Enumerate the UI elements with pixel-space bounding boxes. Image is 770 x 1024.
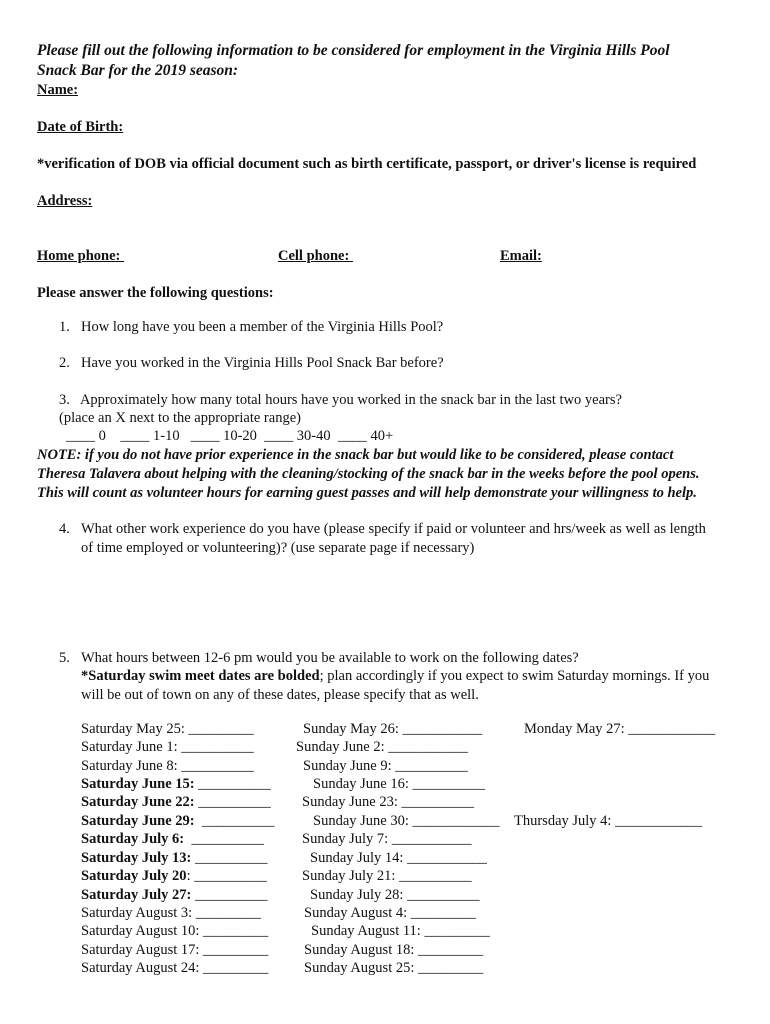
question-3-ranges: ____ 0 ____ 1-10 ____ 10-20 ____ 30-40 ____ 40+ <box>66 428 394 444</box>
schedule-saturday-row <box>81 738 254 756</box>
question-4-line-1: What other work experience do you have (please specify if paid or volunteer and hrs/week as well as length <box>81 521 706 537</box>
email-label: Email: <box>500 248 542 264</box>
schedule-saturday-row <box>81 720 254 738</box>
saturday-availability-blank[interactable]: _________ <box>184 721 254 737</box>
question-2-text: Have you worked in the Virginia Hills Pool Snack Bar before? <box>81 355 444 371</box>
saturday-date-label: Saturday May 25: <box>81 721 185 737</box>
schedule-saturday-row <box>81 959 268 977</box>
saturday-date-label: Saturday July 20 <box>81 868 187 884</box>
question-3-instruction: (place an X next to the appropriate range) <box>59 410 301 426</box>
schedule-thursday-july-4: Thursday July 4: ____________ <box>514 813 703 829</box>
note-line-3: This will count as volunteer hours for earning guest passes and will help demonstrate your willingness to help. <box>37 485 697 501</box>
question-5-line-1: What hours between 12-6 pm would you be available to work on the following dates? <box>81 650 579 666</box>
question-2-number: 2. <box>59 355 70 371</box>
schedule-sunday-row[interactable]: Sunday August 18: _________ <box>304 942 484 958</box>
saturday-date-label: Saturday August 3: <box>81 905 193 921</box>
schedule-saturday-row <box>81 904 261 922</box>
schedule-sunday-row[interactable]: Sunday June 23: __________ <box>302 794 474 810</box>
schedule-saturday-row <box>81 867 267 885</box>
question-4 <box>59 520 706 538</box>
question-5-line-2-rest: ; plan accordingly if you expect to swim Saturday mornings. If you <box>319 668 710 684</box>
saturday-availability-blank[interactable]: __________ <box>194 794 271 810</box>
schedule-saturday-row <box>81 922 268 940</box>
address-label: Address: <box>37 193 93 209</box>
schedule-sunday-row[interactable]: Sunday July 7: ___________ <box>302 831 472 847</box>
saturday-availability-blank[interactable]: __________ <box>184 831 264 847</box>
saturday-availability-blank[interactable]: __________ <box>191 887 268 903</box>
saturday-availability-blank[interactable]: __________ <box>194 776 271 792</box>
schedule-saturday-row <box>81 793 271 811</box>
question-4-number: 4. <box>59 521 70 537</box>
saturday-date-label: Saturday June 1: <box>81 739 178 755</box>
saturday-availability-blank[interactable]: _________ <box>199 923 269 939</box>
intro-line-1: Please fill out the following information to be considered for employment in the Virginia Hills Pool <box>37 42 670 59</box>
schedule-saturday-row <box>81 812 274 830</box>
saturday-availability-blank[interactable]: : __________ <box>186 868 267 884</box>
schedule-saturday-row <box>81 886 268 904</box>
saturday-date-label: Saturday July 27: <box>81 887 192 903</box>
question-5-line-3: will be out of town on any of these dates, please specify that as well. <box>81 687 479 703</box>
dob-verification-note: *verification of DOB via official document such as birth certificate, passport, or driver's license is required <box>37 156 697 172</box>
name-label: Name: <box>37 82 79 98</box>
saturday-availability-blank[interactable]: _________ <box>199 960 269 976</box>
question-4-line-2: of time employed or volunteering)? (use separate page if necessary) <box>81 540 475 556</box>
saturday-date-label: Saturday June 22: <box>81 794 195 810</box>
schedule-sunday-row[interactable]: Sunday May 26: ___________ <box>303 721 483 737</box>
intro-line-2: Snack Bar for the 2019 season: <box>37 62 239 79</box>
saturday-date-label: Saturday June 15: <box>81 776 195 792</box>
question-2 <box>59 354 444 372</box>
cell-phone-label: Cell phone: <box>278 248 353 264</box>
schedule-sunday-row[interactable]: Sunday June 9: __________ <box>303 758 468 774</box>
saturday-date-label: Saturday June 29: <box>81 813 195 829</box>
saturday-availability-blank[interactable]: __________ <box>177 739 254 755</box>
note-line-2: Theresa Talavera about helping with the cleaning/stocking of the snack bar in the weeks before the pool opens. <box>37 466 700 482</box>
schedule-sunday-row[interactable]: Sunday August 11: _________ <box>311 923 490 939</box>
schedule-saturday-row <box>81 775 271 793</box>
schedule-sunday-row[interactable]: Sunday July 28: __________ <box>310 887 480 903</box>
schedule-sunday-row[interactable]: Sunday June 16: __________ <box>313 776 485 792</box>
saturday-date-label: Saturday August 24: <box>81 960 200 976</box>
question-3-text: 3. Approximately how many total hours have you worked in the snack bar in the last two years? <box>59 392 622 408</box>
saturday-availability-blank[interactable]: __________ <box>177 758 254 774</box>
question-1-text: How long have you been a member of the Virginia Hills Pool? <box>81 319 444 335</box>
schedule-sunday-row[interactable]: Sunday July 14: ___________ <box>310 850 487 866</box>
question-5-number: 5. <box>59 650 70 666</box>
saturday-date-label: Saturday July 6: <box>81 831 185 847</box>
note-line-1: NOTE: if you do not have prior experience in the snack bar but would like to be considered, please contact <box>37 447 674 463</box>
question-5-line-2 <box>81 667 709 685</box>
question-1 <box>59 318 443 336</box>
saturday-date-label: Saturday July 13: <box>81 850 192 866</box>
schedule-sunday-row[interactable]: Sunday August 4: _________ <box>304 905 476 921</box>
saturday-date-label: Saturday June 8: <box>81 758 178 774</box>
dob-label: Date of Birth: <box>37 119 124 135</box>
saturday-availability-blank[interactable]: __________ <box>194 813 275 829</box>
questions-heading: Please answer the following questions: <box>37 285 274 301</box>
schedule-saturday-row <box>81 757 254 775</box>
saturday-date-label: Saturday August 10: <box>81 923 200 939</box>
saturday-date-label: Saturday August 17: <box>81 942 200 958</box>
swim-meet-note: *Saturday swim meet dates are bolded <box>81 668 320 684</box>
schedule-saturday-row <box>81 830 264 848</box>
schedule-saturday-row <box>81 941 268 959</box>
saturday-availability-blank[interactable]: _________ <box>199 942 269 958</box>
schedule-sunday-row[interactable]: Sunday July 21: __________ <box>302 868 472 884</box>
saturday-availability-blank[interactable]: __________ <box>191 850 268 866</box>
home-phone-label: Home phone: <box>37 248 124 264</box>
schedule-sunday-row[interactable]: Sunday June 2: ___________ <box>296 739 468 755</box>
saturday-availability-blank[interactable]: _________ <box>192 905 262 921</box>
schedule-sunday-row[interactable]: Sunday June 30: ____________ <box>313 813 500 829</box>
schedule-saturday-row <box>81 849 268 867</box>
question-5 <box>59 649 579 667</box>
schedule-monday-may-27: Monday May 27: ____________ <box>524 721 716 737</box>
question-1-number: 1. <box>59 319 70 335</box>
schedule-sunday-row[interactable]: Sunday August 25: _________ <box>304 960 484 976</box>
